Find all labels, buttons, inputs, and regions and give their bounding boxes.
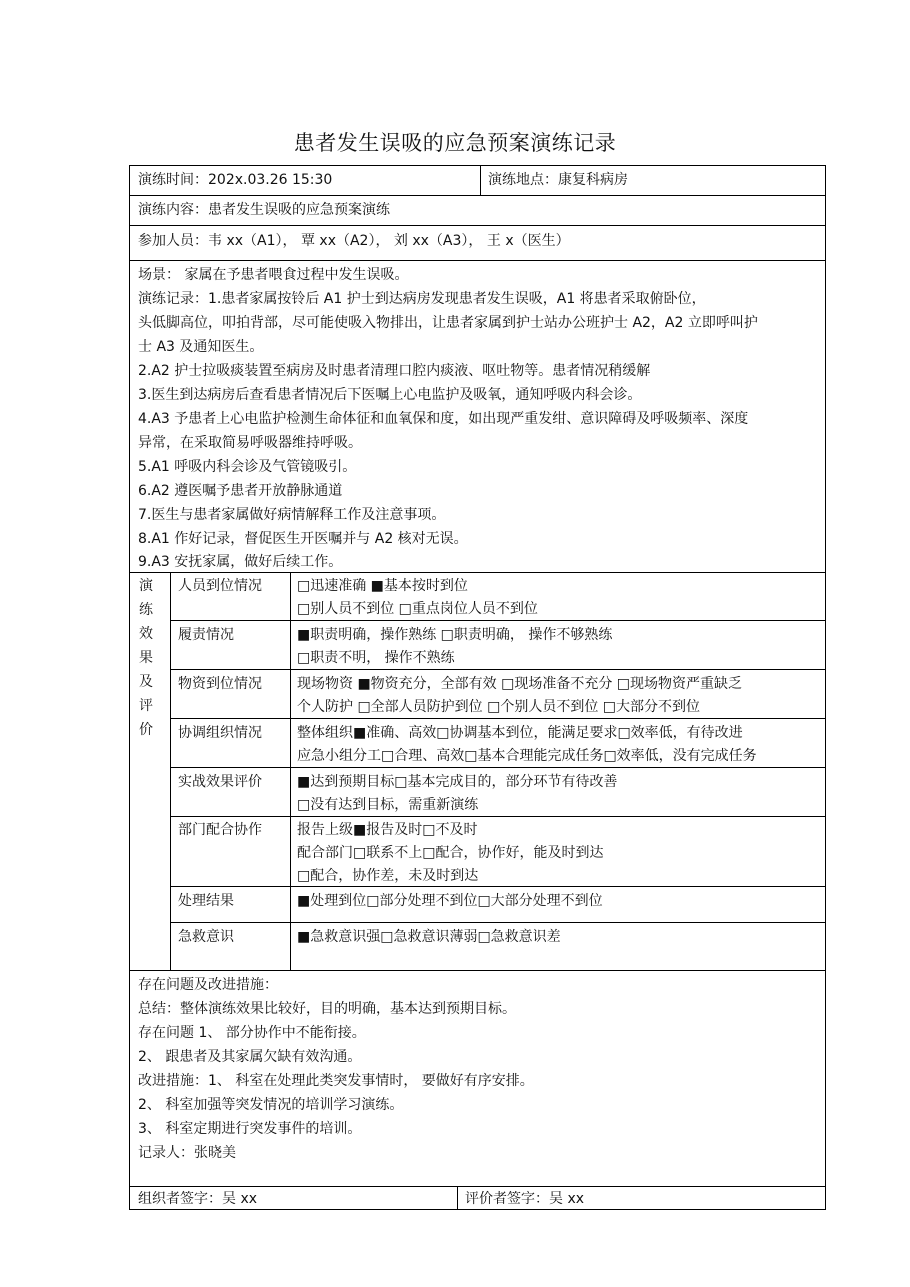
row-divider — [129, 225, 826, 226]
section-label-char: 练 — [139, 602, 153, 618]
row-divider — [170, 669, 826, 670]
eval-option-line: □迅速准确 ■基本按时到位 — [297, 578, 468, 594]
summary-line: 总结：整体演练效果比较好，目的明确，基本达到预期目标。 — [138, 1001, 516, 1017]
drill-location: 演练地点：康复科病房 — [488, 172, 628, 188]
eval-label-result: 处理结果 — [178, 893, 234, 909]
record-line: 演练记录：1.患者家属按铃后 A1 护士到达病房发现患者发生误吸，A1 将患者采取俯卧位， — [138, 291, 706, 307]
row-divider — [170, 886, 826, 887]
row-divider — [170, 816, 826, 817]
section-label-char: 效 — [139, 626, 153, 642]
eval-option-line: □别人员不到位 □重点岗位人员不到位 — [297, 601, 538, 617]
row-divider — [129, 195, 826, 196]
summary-line: 改进措施：1、 科室在处理此类突发事情时， 要做好有序安排。 — [138, 1073, 534, 1089]
record-line: 场景： 家属在予患者喂食过程中发生误吸。 — [138, 267, 409, 283]
col-divider — [457, 1186, 458, 1210]
record-line: 3.医生到达病房后查看患者情况后下医嘱上心电监护及吸氧，通知呼吸内科会诊。 — [138, 387, 642, 403]
eval-option-line: □没有达到目标，需重新演练 — [297, 797, 479, 813]
row-divider — [129, 970, 826, 971]
evaluator-signature: 评价者签字：吴 xx — [465, 1191, 585, 1207]
eval-option-line: ■职责明确，操作熟练 □职责明确， 操作不够熟练 — [297, 627, 613, 643]
eval-option-line: ■急救意识强□急救意识薄弱□急救意识差 — [297, 929, 561, 945]
eval-option-line: 个人防护 □全部人员防护到位 □个别人员不到位 □大部分不到位 — [297, 699, 701, 715]
section-label-char: 果 — [139, 650, 153, 666]
eval-option-line: ■处理到位□部分处理不到位□大部分处理不到位 — [297, 893, 603, 909]
eval-label-awareness: 急救意识 — [178, 929, 234, 945]
col-divider — [480, 165, 481, 195]
organizer-signature: 组织者签字：吴 xx — [138, 1191, 258, 1207]
row-divider — [129, 260, 826, 261]
eval-label-department: 部门配合协作 — [178, 822, 262, 838]
section-label-char: 价 — [139, 722, 153, 738]
eval-label-personnel: 人员到位情况 — [178, 578, 262, 594]
summary-line: 2、 科室加强等突发情况的培训学习演练。 — [138, 1097, 404, 1113]
summary-line: 2、 跟患者及其家属欠缺有效沟通。 — [138, 1049, 362, 1065]
drill-time: 演练时间：202x.03.26 15:30 — [138, 172, 333, 188]
summary-line: 3、 科室定期进行突发事件的培训。 — [138, 1121, 362, 1137]
record-line: 7.医生与患者家属做好病情解释工作及注意事项。 — [138, 507, 446, 523]
col-divider — [290, 572, 291, 970]
eval-option-line: 整体组织■准确、高效□协调基本到位，能满足要求□效率低，有待改进 — [297, 725, 743, 741]
record-line: 6.A2 遵医嘱予患者开放静脉通道 — [138, 483, 343, 499]
page-title: 患者发生误吸的应急预案演练记录 — [293, 131, 617, 155]
record-line: 5.A1 呼吸内科会诊及气管镜吸引。 — [138, 459, 357, 475]
eval-label-materials: 物资到位情况 — [178, 676, 262, 692]
eval-option-line: 应急小组分工□合理、高效□基本合理能完成任务□效率低，没有完成任务 — [297, 748, 757, 764]
recorder: 记录人：张晓美 — [138, 1145, 236, 1161]
participants: 参加人员：韦 xx（A1）， 覃 xx（A2）， 刘 xx（A3）， 王 x（医生） — [138, 233, 570, 249]
eval-option-line: □职责不明， 操作不熟练 — [297, 650, 455, 666]
record-line: 9.A3 安抚家属，做好后续工作。 — [138, 554, 343, 570]
eval-option-line: 配合部门□联系不上□配合，协作好，能及时到达 — [297, 845, 604, 861]
record-line: 2.A2 护士拉吸痰装置至病房及时患者清理口腔内痰液、呕吐物等。患者情况稍缓解 — [138, 363, 651, 379]
record-line: 头低脚高位，叩拍背部，尽可能使吸入物排出，让患者家属到护士站办公班护士 A2，A2 立即呼叫护 — [138, 315, 758, 331]
section-label-char: 演 — [139, 578, 153, 594]
record-line: 异常，在采取简易呼吸器维持呼吸。 — [138, 435, 362, 451]
col-divider — [170, 572, 171, 970]
record-line: 8.A1 作好记录，督促医生开医嘱并与 A2 核对无误。 — [138, 531, 468, 547]
eval-option-line: ■达到预期目标□基本完成目的，部分环节有待改善 — [297, 774, 618, 790]
record-line: 士 A3 及通知医生。 — [138, 339, 264, 355]
eval-label-effect: 实战效果评价 — [178, 774, 262, 790]
eval-label-duty: 履责情况 — [178, 627, 234, 643]
eval-label-coordination: 协调组织情况 — [178, 725, 262, 741]
section-label-char: 评 — [139, 698, 153, 714]
eval-option-line: □配合，协作差，未及时到达 — [297, 868, 479, 884]
drill-content: 演练内容：患者发生误吸的应急预案演练 — [138, 202, 390, 218]
row-divider — [170, 922, 826, 923]
eval-option-line: 现场物资 ■物资充分，全部有效 □现场准备不充分 □现场物资严重缺乏 — [297, 676, 743, 692]
summary-line: 存在问题及改进措施： — [138, 977, 278, 993]
eval-option-line: 报告上级■报告及时□不及时 — [297, 822, 478, 838]
record-line: 4.A3 予患者上心电监护检测生命体征和血氧保和度，如出现严重发绀、意识障碍及呼吸频率、深度 — [138, 411, 749, 427]
summary-line: 存在问题 1、 部分协作中不能衔接。 — [138, 1025, 366, 1041]
section-label-char: 及 — [139, 674, 153, 690]
